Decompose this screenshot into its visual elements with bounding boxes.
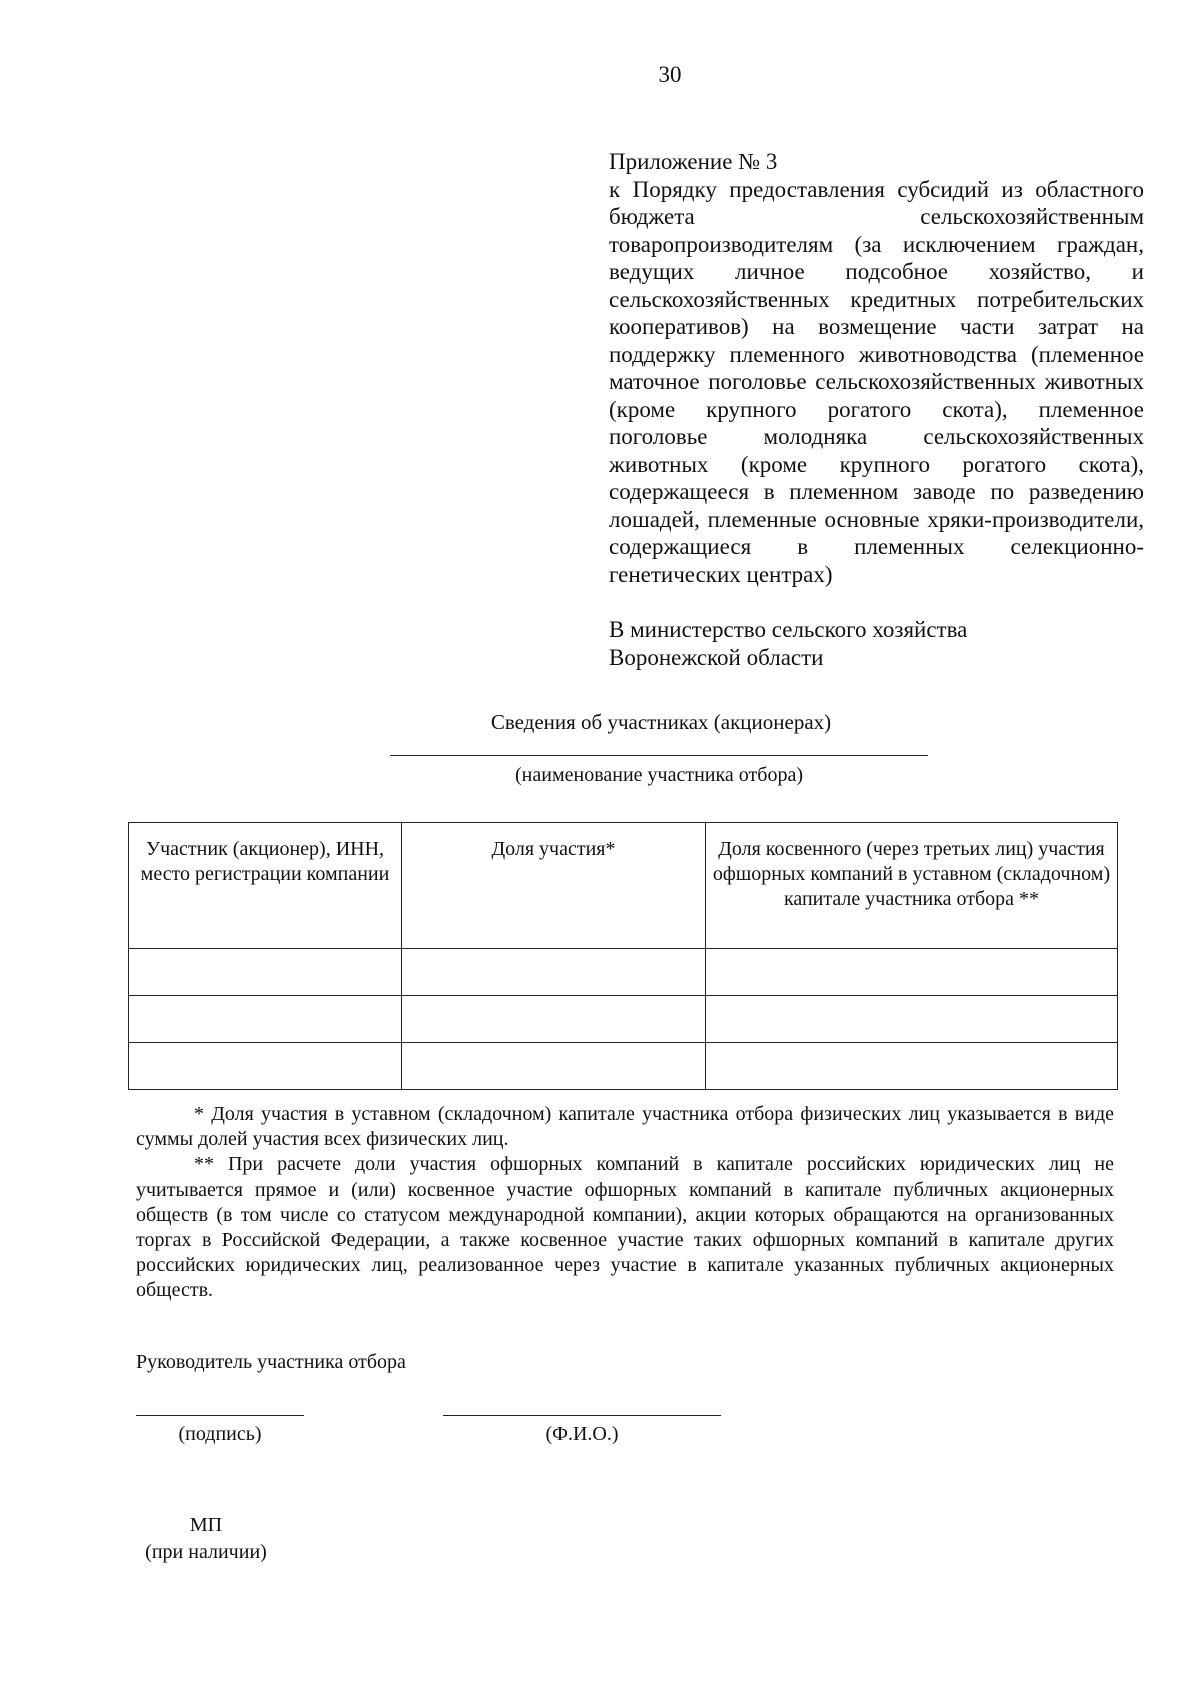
table-cell[interactable] [129,949,402,996]
annex-title: Приложение № 3 [609,149,778,174]
signature-caption: (подпись) [178,1423,262,1445]
page-number: 30 [658,62,682,87]
header-offshore-share: Доля косвенного (через третьих лиц) участия офшорных компаний в уставном (складочном) капитале участника отбора ** [706,823,1118,949]
addressee [609,616,1144,671]
addressee-line-1: В министерство сельского хозяйства [609,617,968,642]
table-row [129,949,1118,996]
seal-note: (при наличии) [145,1541,267,1563]
table-cell[interactable] [402,949,706,996]
document-title: Сведения об участниках (акционерах) [490,710,832,734]
header-share: Доля участия* [402,823,706,949]
table-cell[interactable] [706,949,1118,996]
table-cell[interactable] [402,1043,706,1090]
footnote-1: * Доля участия в уставном (складочном) капитале участника отбора физических лиц указывается в виде суммы долей участия всех физических лиц. [136,1103,1114,1151]
head-label: Руководитель участника отбора [136,1351,406,1373]
table-cell[interactable] [402,996,706,1043]
signature-field[interactable] [136,1415,304,1416]
annex-description: к Порядку предоставления субсидий из областного бюджета сельскохозяйственным товаропроизводителям (за исключением граждан, ведущих личное подсобное хозяйство, и сельскохозяйственных кредитных потребительских кооперативов) на возмещение части затрат на поддержку племенного животноводства (племенное маточное поголовье сельскохозяйственных животных (кроме крупного рогатого скота), племенное поголовье молодняка сельскохозяйственных животных (кроме крупного рогатого скота), содержащееся в племенном заводе по разведению лошадей, племенные основные хряки-производители, содержащиеся в племенных селекционно-генетических центрах) [609,176,1144,587]
table-cell[interactable] [706,996,1118,1043]
participants-table [128,822,1118,1090]
participant-name-caption: (наименование участника отбора) [515,764,803,786]
full-name-field[interactable] [443,1415,721,1416]
table-cell[interactable] [706,1043,1118,1090]
participant-name-field[interactable] [390,755,928,756]
table-header-row [129,823,1118,949]
annex-header [609,148,1144,671]
table-cell[interactable] [129,1043,402,1090]
seal-label: МП [189,1514,223,1536]
table-row [129,1043,1118,1090]
seal-block [136,1512,276,1566]
header-participant: Участник (акционер), ИНН, место регистрации компании [129,823,402,949]
table-cell[interactable] [129,996,402,1043]
addressee-line-2: Воронежской области [609,644,824,670]
footnote-2: ** При расчете доли участия офшорных компаний в капитале российских юридических лиц не учитывается прямое и (или) косвенное участие офшорных компаний в капитале публичных акционерных обществ (в том числе со статусом международной компании), акции которых обращаются на организованных торгах в Российской Федерации, а также косвенное участие таких офшорных компаний в капитале других российских юридических лиц, реализованное через участие в капитале указанных публичных акционерных обществ. [136,1153,1114,1302]
full-name-caption: (Ф.И.О.) [545,1423,619,1445]
footnotes [136,1102,1114,1304]
table-row [129,996,1118,1043]
